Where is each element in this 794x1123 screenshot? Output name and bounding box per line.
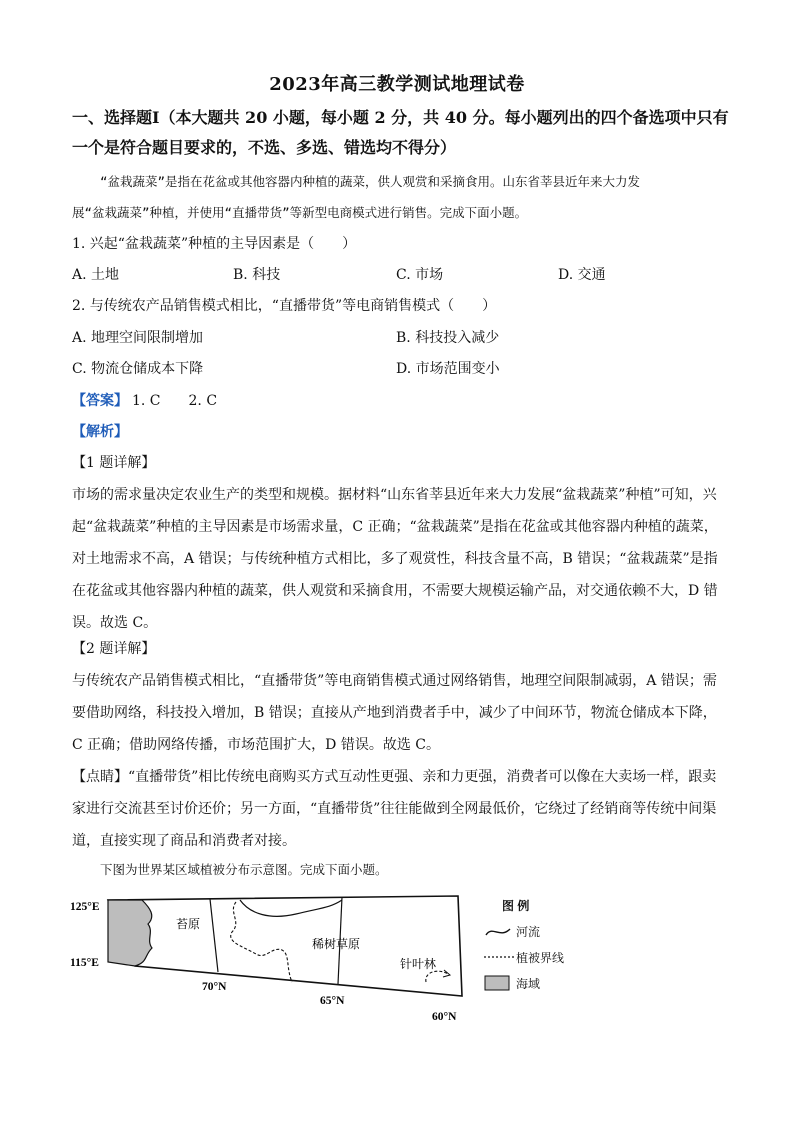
legend-label-boundary: 植被界线 xyxy=(516,950,565,965)
legend-label-river: 河流 xyxy=(516,924,541,939)
tip-text xyxy=(72,761,724,857)
boundary-line-icon xyxy=(482,947,516,967)
tip-first-line: “直播带货”相比传统电商购买方式互动性更强、亲和力更强，消费者可以像在大卖场一样，跟卖 xyxy=(128,769,717,785)
lon-label-60n: 60°N xyxy=(432,1011,457,1023)
lon-label-65n: 65°N xyxy=(320,995,345,1007)
page-title: 2023年高三教学测试地理试卷 xyxy=(269,74,525,95)
vegetation-boundary-70n xyxy=(210,899,218,972)
question-1-option-a: A. 土地 xyxy=(72,267,120,283)
detail-2-line: 与传统农产品销售模式相比，“直播带货”等电商销售模式通过网络销售，地理空间限制减弱，A 错误；需 xyxy=(72,673,717,689)
tip-line: 道，直接实现了商品和消费者对接。 xyxy=(72,833,296,849)
question-1-stem: 1. 兴起“盆栽蔬菜”种植的主导因素是（ ） xyxy=(72,236,357,252)
tip-line xyxy=(72,761,724,793)
river-icon xyxy=(482,921,516,941)
tip-line: 家进行交流甚至讨价还价；另一方面，“直播带货”往往能做到全网最低价，它绕过了经销商等传统中间渠 xyxy=(72,801,717,817)
legend-item-river xyxy=(482,918,622,944)
question-1-option-d: D. 交通 xyxy=(558,267,606,283)
detail-2-text xyxy=(72,665,724,761)
detail-1-text xyxy=(72,479,724,639)
map-caption: 下图为世界某区域植被分布示意图。完成下面小题。 xyxy=(100,862,388,877)
section-heading-line-1: 一、选择题Ⅰ（本大题共 20 小题，每小题 2 分，共 40 分。每小题列出的四个备选项中只有 xyxy=(72,108,729,127)
section-heading-line-2: 一个是符合题目要求的，不选、多选、错选均不得分） xyxy=(72,138,457,157)
question-2-option-a: A. 地理空间限制增加 xyxy=(72,330,204,346)
sea-swatch-icon xyxy=(482,973,516,993)
detail-1-line: 对土地需求不高，A 错误；与传统种植方式相比，多了观赏性，科技含量不高，B 错误；“盆栽蔬菜”是指 xyxy=(72,551,718,567)
legend-item-sea xyxy=(482,970,622,996)
question-2-stem: 2. 与传统农产品销售模式相比，“直播带货”等电商销售模式（ ） xyxy=(72,298,497,314)
detail-1-line: 在花盆或其他容器内种植的蔬菜，供人观赏和采摘食用，不需要大规模运输产品，对交通依赖不大，D 错 xyxy=(72,583,718,599)
detail-2-label: 【2 题详解】 xyxy=(72,641,156,657)
detail-1-label: 【1 题详解】 xyxy=(72,455,156,471)
map-legend xyxy=(482,892,622,996)
detail-1-line: 起“盆栽蔬菜”种植的主导因素是市场需求量，C 正确；“盆栽蔬菜”是指在花盆或其他容器内种植的蔬菜， xyxy=(72,519,718,535)
coastline-curve xyxy=(240,900,342,916)
region-label-savanna: 稀树草原 xyxy=(312,937,361,951)
detail-1-line: 市场的需求量决定农业生产的类型和规模。据材料“山东省莘县近年来大力发展“盆栽蔬菜”种植”可知，兴 xyxy=(72,487,717,503)
lat-label-125e: 125°E xyxy=(70,901,100,913)
detail-2-line: C 正确；借助网络传播，市场范围扩大，D 错误。故选 C。 xyxy=(72,737,440,753)
intro-line-2: 展“盆栽蔬菜”种植，并使用“直播带货”等新型电商模式进行销售。完成下面小题。 xyxy=(72,205,528,220)
legend-title: 图 例 xyxy=(502,898,530,913)
legend-label-sea: 海域 xyxy=(516,976,541,991)
question-1-option-b: B. 科技 xyxy=(233,267,281,283)
sea-area xyxy=(108,900,152,966)
question-1-option-c: C. 市场 xyxy=(396,267,444,283)
answer-line xyxy=(72,390,732,412)
region-label-conifer: 针叶林 xyxy=(400,957,437,971)
lon-label-70n: 70°N xyxy=(202,981,227,993)
map-frame xyxy=(108,896,462,996)
detail-2-line: 要借助网络，科技投入增加，B 错误；直接从产地到消费者手中，减少了中间环节，物流仓储成本下降， xyxy=(72,705,717,721)
intro-line-1: “盆栽蔬菜”是指在花盆或其他容器内种植的蔬菜，供人观赏和采摘食用。山东省莘县近年来大力发 xyxy=(100,174,641,189)
question-2-option-d: D. 市场范围变小 xyxy=(396,361,500,377)
answer-value: 1. C 2. C xyxy=(132,393,218,409)
answer-label: 【答案】 xyxy=(72,393,128,409)
legend-item-boundary xyxy=(482,944,622,970)
lat-label-115e: 115°E xyxy=(70,957,99,969)
detail-1-line: 误。故选 C。 xyxy=(72,615,158,631)
tip-label: 【点睛】 xyxy=(72,769,128,785)
analysis-label: 【解析】 xyxy=(72,424,128,440)
question-2-option-c: C. 物流仓储成本下降 xyxy=(72,361,204,377)
region-label-tundra: 苔原 xyxy=(176,917,201,931)
question-2-option-b: B. 科技投入减少 xyxy=(396,330,500,346)
